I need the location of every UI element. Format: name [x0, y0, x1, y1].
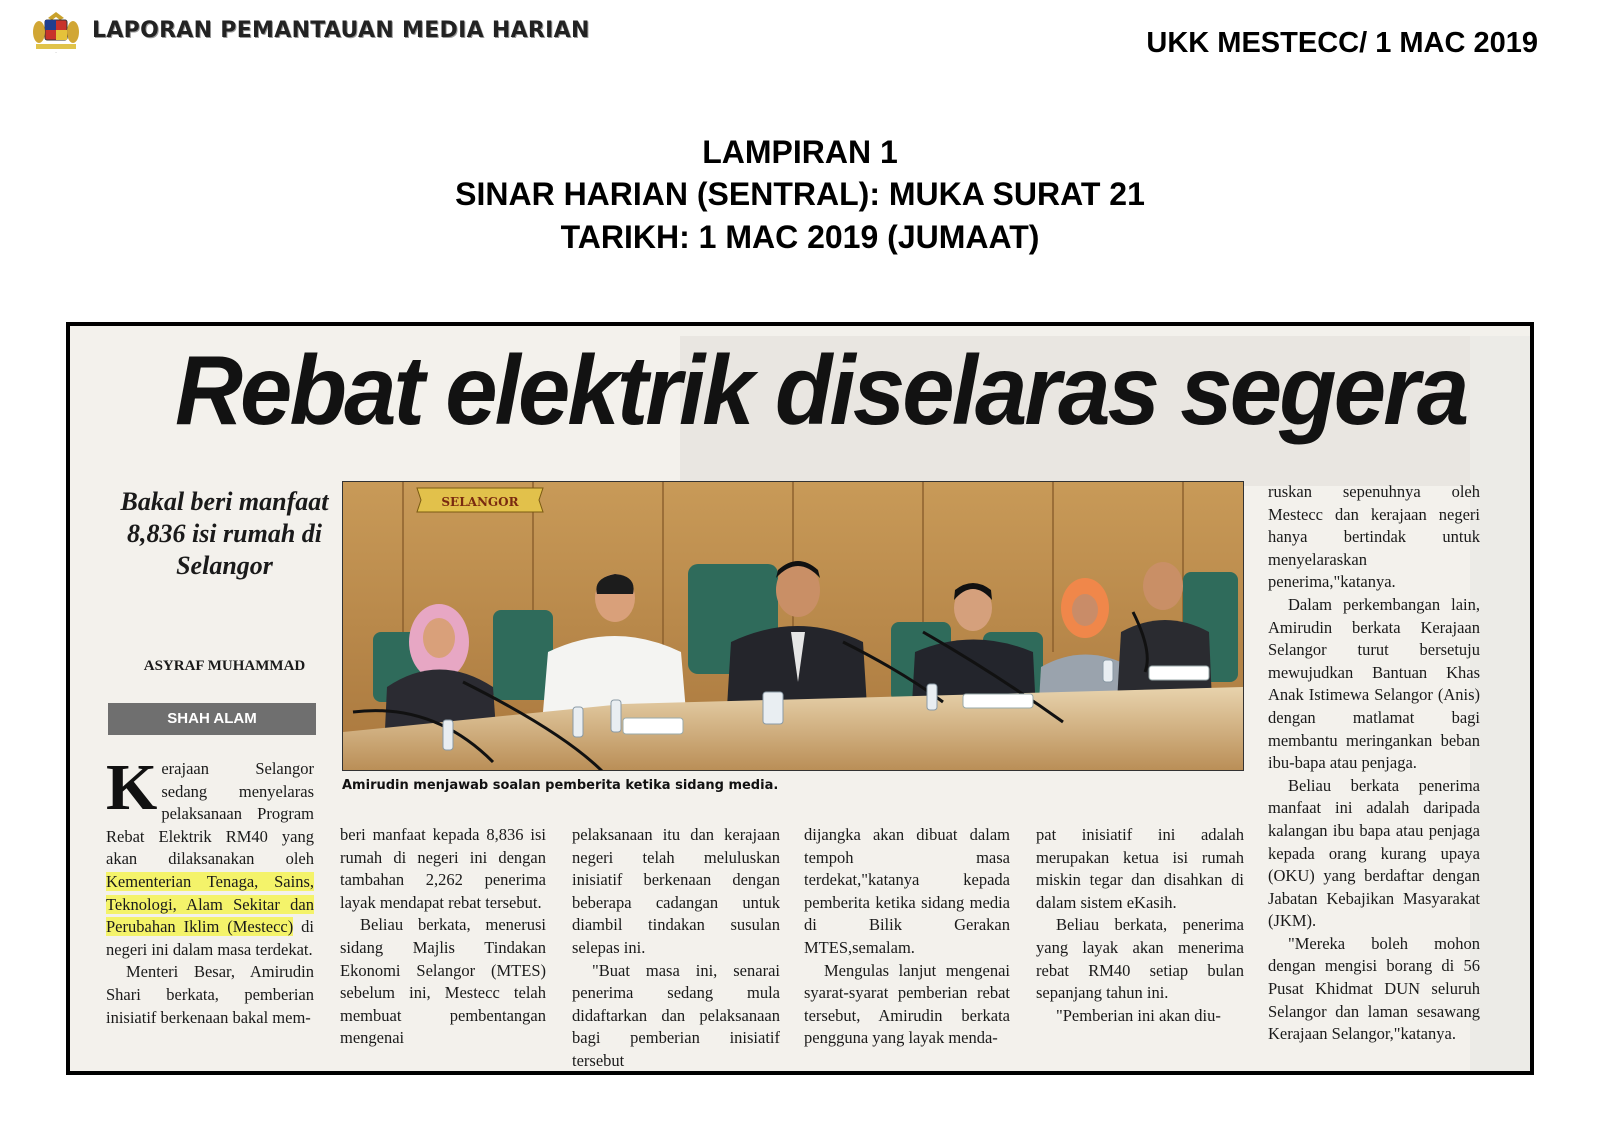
article-column-4 [804, 824, 1010, 1075]
annex-title: LAMPIRAN 1 [702, 134, 898, 170]
article-byline: ASYRAF MUHAMMAD [143, 658, 306, 674]
press-conference-photo [342, 481, 1244, 771]
article-paragraph: beri manfaat kepada 8,836 isi rumah di negeri ini dengan tambahan 2,262 penerima layak mendapat rebat tersebut. [340, 825, 546, 912]
coat-of-arms-icon [30, 8, 82, 54]
highlighted-ministry-name: Kementerian Tenaga, Sains, Teknologi, Alam Sekitar dan Perubahan Iklim (Mestecc) [106, 871, 314, 937]
article-column-1 [106, 758, 314, 1075]
photo-caption: Amirudin menjawab soalan pemberita ketika sidang media. [342, 778, 779, 793]
article-paragraph: "Mereka boleh mohon dengan mengisi borang di 56 Pusat Khidmat DUN seluruh Selangor dan laman sesawang Kerajaan Selangor,"katanya. [1268, 933, 1480, 1044]
svg-text:.: . [55, 49, 57, 54]
article-dateline: SHAH ALAM [108, 703, 316, 735]
article-paragraph: erajaan Selangor sedang menyelaras pelaksanaan Program Rebat Elektrik RM40 yang akan dilaksanakan oleh [106, 759, 314, 869]
article-paragraph: Mengulas lanjut mengenai syarat-syarat pemberian rebat tersebut, Amirudin berkata pengguna yang layak menda- [804, 960, 1010, 1048]
article-paragraph: "Buat masa ini, senarai penerima sedang mula didaftarkan dan pelaksanaan bagi pemberian inisiatif tersebut [572, 960, 780, 1070]
article-paragraph: ruskan sepenuhnya oleh Mestecc dan kerajaan negeri hanya bertindak untuk menyelaraskan penerima,"katanya. [1268, 482, 1480, 592]
article-paragraph: Beliau berkata, penerima yang layak akan menerima rebat RM40 setiap bulan sepanjang tahun ini. [1036, 915, 1244, 1003]
article-paragraph: Dalam perkembangan lain, Amirudin berkata Kerajaan Selangor turut bersetuju mewujudkan Bantuan Khas Anak Istimewa Selangor (Anis) dengan matlamat bagi membantu meringankan beban ibu-bapa atau penjaga. [1268, 594, 1480, 773]
article-paragraph: Menteri Besar, Amirudin Shari berkata, pemberian inisiatif berkenaan bakal mem- [106, 962, 314, 1027]
annex-source: SINAR HARIAN (SENTRAL): MUKA SURAT 21 [455, 176, 1145, 212]
article-dropcap: K [106, 758, 158, 824]
article-paragraph: pat inisiatif ini adalah merupakan ketua isi rumah miskin tegar dan disahkan di dalam sistem eKasih. [1036, 825, 1244, 912]
annex-date: TARIKH: 1 MAC 2019 (JUMAAT) [560, 219, 1040, 255]
article-paragraph: dijangka akan dibuat dalam tempoh masa terdekat,"katanya kepada pemberita ketika sidang media di Bilik Gerakan MTES,semalam. [804, 825, 1010, 957]
article-paragraph: "Pemberian ini akan diu- [1056, 1005, 1221, 1025]
article-column-2 [340, 824, 546, 1075]
article-paragraph: pelaksanaan itu dan kerajaan negeri telah meluluskan inisiatif berkenaan dengan beberapa cadangan untuk diambil tindakan susulan selepas ini. [572, 825, 780, 957]
article-column-6 [1268, 481, 1480, 1075]
article-column-3 [572, 824, 780, 1075]
article-paragraph: Beliau berkata, menerusi sidang Majlis Tindakan Ekonomi Selangor (MTES) sebelum ini, Mestecc telah membuat pembentangan mengenai [340, 915, 546, 1048]
selangor-banner-text: SELANGOR [441, 495, 519, 509]
article-deck: Bakal beri manfaat 8,836 isi rumah di Selangor [120, 487, 329, 580]
report-title: LAPORAN PEMANTAUAN MEDIA HARIAN [92, 18, 590, 43]
article-headline: Rebat elektrik diselaras segera [175, 335, 1467, 445]
article-column-5 [1036, 824, 1244, 1075]
newspaper-clipping [66, 322, 1534, 1075]
reference-code: UKK MESTECC/ 1 MAC 2019 [1146, 27, 1538, 59]
article-paragraph: Beliau berkata penerima manfaat ini adalah daripada kalangan ibu bapa atau penjaga kepada orang kurang upaya (OKU) yang berdaftar dengan Jabatan Kebajikan Masyarakat (JKM). [1268, 775, 1480, 931]
article-paragraph: di negeri ini dalam masa terdekat. [106, 917, 314, 959]
